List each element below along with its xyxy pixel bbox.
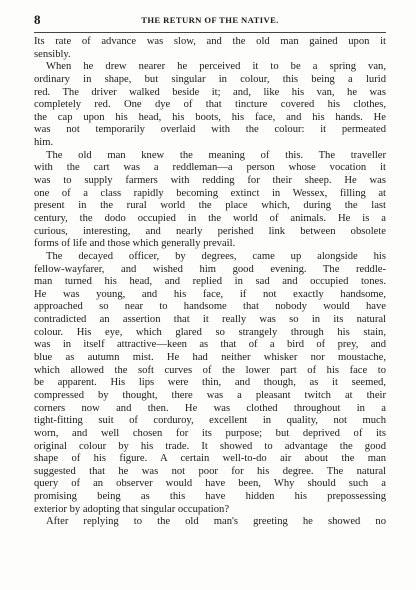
text-line: man turned his head, and replied in sad and occupied tones. xyxy=(34,276,386,288)
text-line: When he drew nearer he perceived it to be a spring van, xyxy=(46,61,386,73)
header-rule xyxy=(34,32,386,33)
text-line: The old man knew the meaning of this. The traveller xyxy=(46,149,386,161)
text-line: After replying to the old man's greeting he showed no xyxy=(46,516,386,528)
text-line: blue as autumn mist. He had neither whisker nor moustache, xyxy=(34,352,386,364)
text-line: shape of his figure. A certain well-to-do air about the man xyxy=(34,453,386,465)
text-line: was in itself attractive—keen as that of a bird of prey, and xyxy=(34,339,386,351)
text-line: Its rate of advance was slow, and the old man gained upon it xyxy=(34,36,386,47)
text-line: forms of life and those which generally prevail. xyxy=(34,238,236,250)
text-line: query of an observer would have been, Why should such a xyxy=(34,478,386,490)
text-line: be apparent. His lips were thin, and though, as it seemed, xyxy=(34,377,386,389)
text-line: original colour by his trade. It showed to advantage the good xyxy=(34,440,386,452)
text-line: with the cart was a reddleman—a person whose vocation it xyxy=(34,162,386,174)
body-text xyxy=(34,36,386,529)
text-line: which allowed the soft curves of the lower part of his face to xyxy=(34,364,386,376)
text-line: sensibly. xyxy=(34,48,71,60)
text-line: worn, and well chosen for its purpose; but deprived of its xyxy=(34,427,386,439)
running-head xyxy=(34,14,386,28)
text-line: He was young, and his face, if not exactly handsome, xyxy=(34,288,386,300)
text-line: completely red. One dye of that tincture covered his clothes, xyxy=(34,99,386,111)
text-line: was not temporarily overlaid with the colour: it permeated xyxy=(34,124,386,136)
text-line: contradicted an assertion that it really was so in its natural xyxy=(34,314,386,326)
text-line: curious, interesting, and nearly perished link between obsolete xyxy=(34,225,386,237)
text-line: exterior by adopting that singular occupation? xyxy=(34,503,230,515)
page-number: 8 xyxy=(34,12,41,27)
text-line: promising being as this have hidden his prepossessing xyxy=(34,491,386,503)
text-line: approached so near to handsome that nobody would have xyxy=(34,301,386,313)
text-line: colour. His eye, which glared so strangely through his stain, xyxy=(34,326,386,338)
text-line: fellow-wayfarer, and wished him good evening. The reddle- xyxy=(34,263,386,275)
text-line: suggested that he was not poor for his degree. The natural xyxy=(34,465,386,477)
text-line: was to supply farmers with redding for their sheep. He was xyxy=(34,175,386,187)
text-line: him. xyxy=(34,137,54,149)
text-line: tight-fitting suit of corduroy, excellent in quality, not much xyxy=(34,415,386,427)
text-line: red. The driver walked beside it; and, like his van, he was xyxy=(34,86,386,98)
text-line: ordinary in shape, but singular in colour, this being a lurid xyxy=(34,73,386,85)
text-line: present in the rural world the place which, during the last xyxy=(34,200,386,212)
text-line: the cap upon his head, his boots, his face, and his hands. He xyxy=(34,111,386,123)
text-line: The decayed officer, by degrees, came up alongside his xyxy=(46,250,386,262)
text-line: century, the dodo occupied in the world of animals. He is a xyxy=(34,212,386,224)
text-line: compressed by thought, there was a pleasant twitch at their xyxy=(34,389,386,401)
text-line: one of a class rapidly becoming extinct in Wessex, filling at xyxy=(34,187,386,199)
text-line: corners now and then. He was clothed throughout in a xyxy=(34,402,386,414)
running-title: THE RETURN OF THE NATIVE. xyxy=(141,15,279,25)
